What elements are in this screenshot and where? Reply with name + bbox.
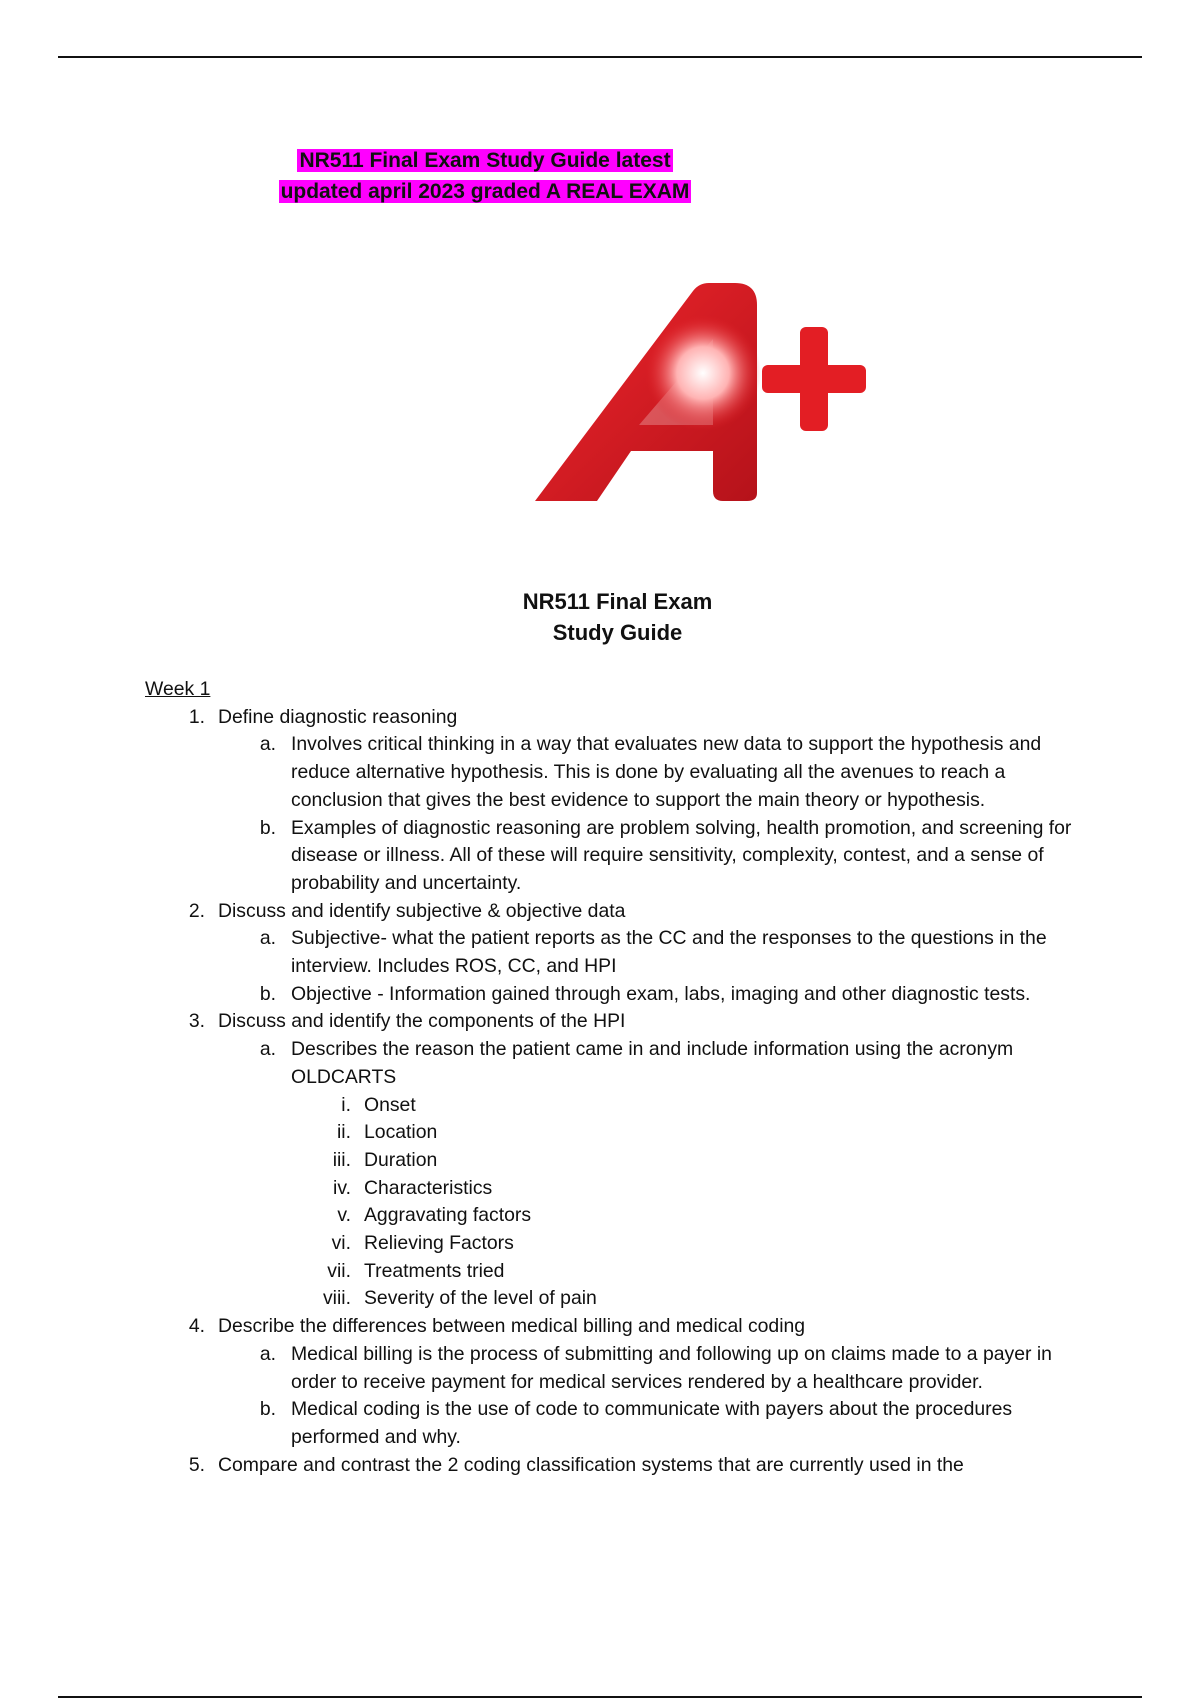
sub-list — [218, 1036, 1090, 1313]
list-item — [145, 1452, 1090, 1480]
list-item — [145, 898, 1090, 1009]
item-text: Describes the reason the patient came in and include information using the acronym OLDCARTS — [291, 1038, 1014, 1088]
bottom-rule — [58, 1696, 1142, 1698]
item-marker: b. — [259, 816, 276, 839]
list-item — [218, 925, 1090, 980]
item-text: Medical billing is the process of submitting and following up on claims made to a payer in order to receive payment for medical services rendered by a healthcare provider. — [291, 1342, 1052, 1393]
oldcarts-list — [291, 1092, 1090, 1314]
sub-list — [218, 925, 1090, 1008]
document-title — [0, 586, 1200, 648]
list-item — [145, 1313, 1090, 1452]
item-text: Discuss and identify the components of the HPI — [218, 1010, 626, 1033]
item-text: Objective - Information gained through exam, labs, imaging and other diagnostic tests. — [291, 982, 1031, 1005]
item-marker: a. — [259, 733, 276, 756]
title-line-1: NR511 Final Exam — [522, 589, 713, 614]
item-marker: a. — [259, 1038, 276, 1061]
item-marker: viii. — [322, 1287, 351, 1310]
top-rule — [58, 56, 1142, 58]
study-guide-content — [145, 676, 1090, 1479]
list-item — [291, 1147, 1090, 1175]
title-line-2: Study Guide — [552, 620, 683, 645]
list-item — [291, 1285, 1090, 1313]
list-item — [218, 731, 1090, 814]
list-item — [291, 1230, 1090, 1258]
item-text: Relieving Factors — [364, 1232, 514, 1255]
item-text: Characteristics — [364, 1176, 493, 1199]
list-item — [145, 704, 1090, 898]
a-plus-grade-logo — [535, 283, 905, 513]
item-text: Describe the differences between medical billing and medical coding — [218, 1315, 806, 1338]
item-marker: 1. — [188, 705, 205, 728]
item-text: Subjective- what the patient reports as the CC and the responses to the questions in the interview. Includes ROS, CC, and HPI — [291, 927, 1047, 978]
list-item — [145, 1008, 1090, 1313]
item-marker: 4. — [188, 1315, 205, 1338]
item-text: Involves critical thinking in a way that evaluates new data to support the hypothesis and reduce alternative hypothesis. This is done by evaluating all the avenues to reach a conclusion that gives the best evidence to support the main theory or hypothesis. — [291, 733, 1042, 811]
question-list — [145, 704, 1090, 1480]
item-text: Medical coding is the use of code to communicate with payers about the procedures performed and why. — [291, 1398, 1013, 1448]
item-text: Examples of diagnostic reasoning are problem solving, health promotion, and screening for disease or illness. All of these will require sensitivity, complexity, contest, and a sense of probability and uncertainty. — [291, 816, 1072, 894]
list-item — [218, 1036, 1090, 1313]
item-marker: iv. — [333, 1176, 351, 1199]
sub-list — [218, 731, 1090, 897]
list-item — [291, 1119, 1090, 1147]
item-marker: vii. — [327, 1259, 351, 1282]
item-marker: vi. — [331, 1232, 351, 1255]
item-text: Aggravating factors — [364, 1204, 532, 1227]
letter-a-shape — [535, 283, 761, 501]
item-text: Define diagnostic reasoning — [218, 705, 458, 728]
week-heading: Week 1 — [145, 678, 211, 700]
list-item — [218, 1396, 1090, 1451]
sub-list — [218, 1341, 1090, 1452]
item-text: Severity of the level of pain — [364, 1287, 597, 1310]
list-item — [291, 1175, 1090, 1203]
item-text: Onset — [364, 1093, 416, 1116]
headline-line-2: updated april 2023 graded A REAL EXAM — [280, 180, 690, 203]
list-item — [291, 1092, 1090, 1120]
item-marker: 2. — [188, 899, 205, 922]
plus-sign-icon — [762, 327, 866, 431]
highlighted-headline — [245, 145, 725, 207]
headline-line-1: NR511 Final Exam Study Guide latest — [299, 149, 671, 172]
list-item — [218, 815, 1090, 898]
item-marker: b. — [259, 982, 276, 1005]
item-marker: v. — [337, 1204, 351, 1227]
item-marker: a. — [259, 927, 276, 950]
item-marker: 3. — [188, 1010, 205, 1033]
item-text: Treatments tried — [364, 1259, 505, 1282]
item-marker: b. — [259, 1398, 276, 1421]
item-text: Duration — [364, 1148, 438, 1171]
list-item — [218, 1341, 1090, 1396]
item-marker: iii. — [332, 1148, 351, 1171]
item-marker: 5. — [188, 1453, 205, 1476]
item-text: Compare and contrast the 2 coding classification systems that are currently used in the — [218, 1453, 964, 1476]
list-item — [218, 981, 1090, 1009]
item-marker: ii. — [336, 1121, 351, 1144]
item-text: Discuss and identify subjective & objective data — [218, 899, 626, 922]
item-text: Location — [364, 1121, 438, 1144]
item-marker: a. — [259, 1342, 276, 1365]
list-item — [291, 1258, 1090, 1286]
item-marker: i. — [341, 1093, 351, 1116]
list-item — [291, 1202, 1090, 1230]
